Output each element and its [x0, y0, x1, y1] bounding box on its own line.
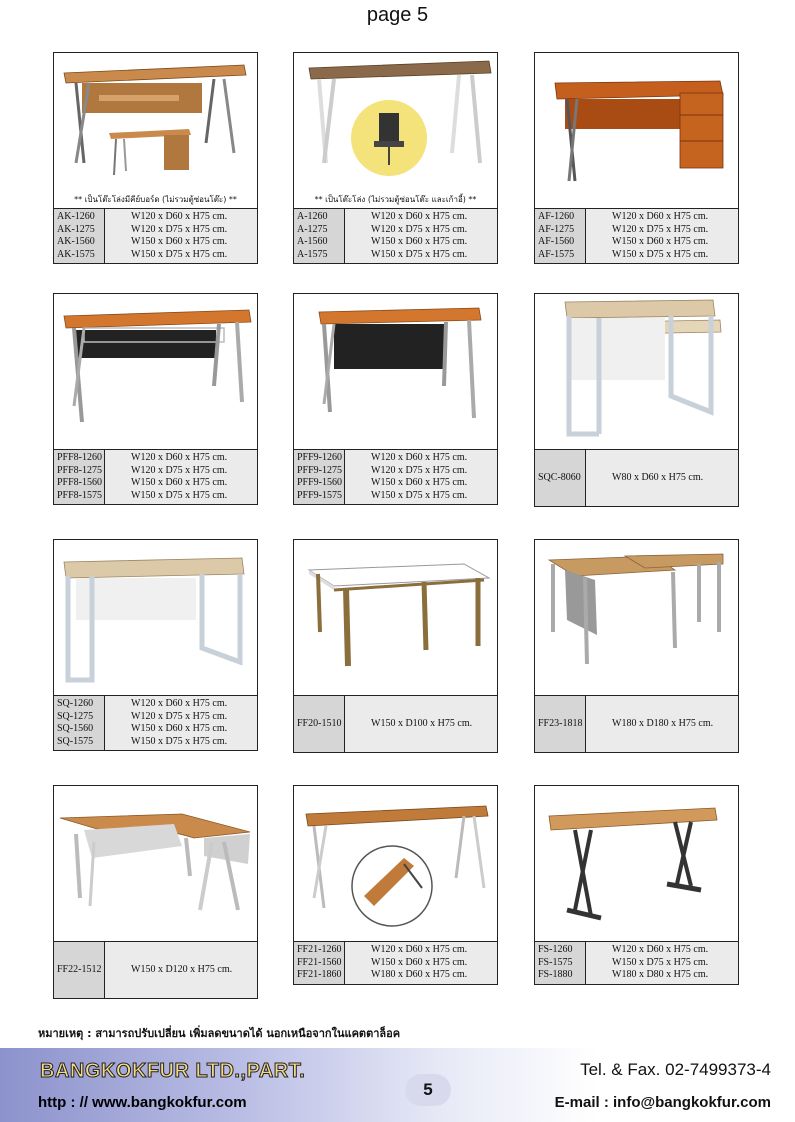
model-code: A-1260	[297, 211, 328, 222]
dimension: W150 x D60 x H75 cm.	[371, 956, 468, 968]
model-codes	[294, 450, 344, 504]
model-code: AF-1275	[538, 223, 575, 235]
dimensions	[104, 696, 257, 750]
model-code: FF21-1260	[297, 944, 342, 955]
dimension: W150 x D75 x H75 cm.	[612, 956, 709, 968]
dimensions	[585, 450, 738, 506]
product-image-ff21	[294, 786, 497, 941]
model-codes	[294, 942, 344, 984]
model-code: FF20-1510	[297, 717, 342, 729]
model-codes	[535, 450, 585, 506]
dimension: W120 x D60 x H75 cm.	[612, 944, 709, 955]
product-image-ff20	[294, 540, 497, 695]
dimension: W120 x D75 x H75 cm.	[131, 710, 228, 722]
phone-fax: Tel. & Fax. 02-7499373-4	[580, 1060, 771, 1079]
model-codes	[294, 696, 344, 752]
dimension: W150 x D60 x H75 cm.	[371, 477, 468, 488]
dimension: W180 x D80 x H75 cm.	[612, 969, 709, 980]
model-code: PFF9-1260	[297, 452, 343, 463]
product-card-fs	[534, 785, 739, 985]
dimension: W120 x D75 x H75 cm.	[131, 223, 228, 235]
model-code: PFF9-1575	[297, 489, 343, 501]
footnote: หมายเหตุ : สามารถปรับเปลี่ยน เพิ่มลดขนาดได้ นอกเหนือจากในแคตตาล็อค	[38, 1027, 401, 1040]
model-code: AK-1275	[57, 223, 95, 235]
dimension: W120 x D75 x H75 cm.	[371, 223, 468, 235]
dimension: W180 x D60 x H75 cm.	[371, 969, 468, 980]
dimension: W150 x D75 x H75 cm.	[612, 248, 709, 260]
dimensions	[585, 942, 738, 984]
model-code: A-1275	[297, 223, 328, 235]
spec-table	[535, 208, 738, 263]
product-card-ff23	[534, 539, 739, 753]
dimension: W150 x D60 x H75 cm.	[612, 236, 709, 247]
model-code: AK-1575	[57, 248, 95, 260]
model-codes	[535, 209, 585, 263]
dimensions	[104, 450, 257, 504]
model-codes	[54, 942, 104, 998]
spec-table	[294, 941, 497, 984]
model-code: A-1575	[297, 248, 328, 260]
dimension: W120 x D60 x H75 cm.	[612, 211, 709, 222]
model-codes	[54, 696, 104, 750]
model-code: PFF9-1275	[297, 464, 343, 476]
product-image-pff9	[294, 294, 497, 449]
dimensions	[344, 450, 497, 504]
product-card-pff9	[293, 293, 498, 505]
model-code: AK-1560	[57, 236, 95, 247]
spec-table	[535, 941, 738, 984]
dimension: W150 x D60 x H75 cm.	[371, 236, 468, 247]
dimension: W150 x D60 x H75 cm.	[131, 477, 228, 488]
dimensions	[585, 209, 738, 263]
page-number: 5	[405, 1074, 451, 1106]
dimensions	[585, 696, 738, 752]
product-card-sqc	[534, 293, 739, 507]
spec-table	[294, 208, 497, 263]
model-code: AK-1260	[57, 211, 95, 222]
model-codes	[535, 696, 585, 752]
dimension: W150 x D100 x H75 cm.	[371, 717, 473, 729]
model-code: FF21-1560	[297, 956, 342, 968]
spec-table	[54, 941, 257, 998]
model-code: AF-1560	[538, 236, 575, 247]
model-code: FF21-1860	[297, 969, 342, 980]
dimensions	[344, 942, 497, 984]
model-code: AF-1260	[538, 211, 575, 222]
dimension: W120 x D60 x H75 cm.	[131, 452, 228, 463]
dimension: W120 x D60 x H75 cm.	[371, 452, 468, 463]
spec-table	[294, 449, 497, 504]
spec-table	[535, 449, 738, 506]
product-card-ff20	[293, 539, 498, 753]
model-code: FF23-1818	[538, 717, 583, 729]
dimension: W120 x D60 x H75 cm.	[371, 211, 468, 222]
dimension: W150 x D60 x H75 cm.	[131, 723, 228, 734]
product-image-ak	[54, 53, 257, 208]
dimension: W150 x D75 x H75 cm.	[371, 248, 468, 260]
model-code: PFF9-1560	[297, 477, 343, 488]
model-codes	[54, 450, 104, 504]
company-name: BANGKOKFUR LTD.,PART.	[40, 1060, 306, 1082]
model-code: FS-1880	[538, 969, 573, 980]
model-code: AF-1575	[538, 248, 575, 260]
page-title: page 5	[366, 4, 429, 26]
product-image-sq	[54, 540, 257, 695]
spec-table	[294, 695, 497, 752]
model-code: SQ-1560	[57, 723, 94, 734]
product-note: ** เป็นโต๊ะโล่งมีคีย์บอร์ด (ไม่รวมตู้ซ่อนโต๊ะ) **	[74, 195, 237, 204]
product-note: ** เป็นโต๊ะโล่ง (ไม่รวมตู้ซ่อนโต๊ะ และเก้าอี้) **	[314, 195, 477, 204]
model-codes	[294, 209, 344, 263]
product-card-pff8	[53, 293, 258, 505]
dimensions	[344, 696, 497, 752]
dimension: W150 x D75 x H75 cm.	[371, 489, 468, 501]
model-codes	[535, 942, 585, 984]
model-code: SQC-8060	[538, 471, 581, 483]
product-card-ff21	[293, 785, 498, 985]
model-code: PFF8-1575	[57, 489, 103, 501]
product-image-sqc	[535, 294, 738, 449]
product-image-fs	[535, 786, 738, 941]
product-card-ff22	[53, 785, 258, 999]
dimension: W150 x D75 x H75 cm.	[131, 248, 228, 260]
dimensions	[104, 209, 257, 263]
model-code: A-1560	[297, 236, 328, 247]
model-code: SQ-1275	[57, 710, 94, 722]
dimension: W150 x D60 x H75 cm.	[131, 236, 228, 247]
product-image-ff23	[535, 540, 738, 695]
dimension: W180 x D180 x H75 cm.	[612, 717, 714, 729]
model-code: SQ-1260	[57, 698, 94, 709]
dimension: W120 x D60 x H75 cm.	[131, 211, 228, 222]
dimension: W120 x D60 x H75 cm.	[131, 698, 228, 709]
dimension: W80 x D60 x H75 cm.	[612, 471, 704, 483]
product-image-af	[535, 53, 738, 208]
dimension: W120 x D60 x H75 cm.	[371, 944, 468, 955]
model-code: FS-1260	[538, 944, 573, 955]
footer	[0, 1048, 795, 1122]
website-link[interactable]: http : // www.bangkokfur.com	[38, 1094, 247, 1111]
product-card-a	[293, 52, 498, 264]
product-card-af	[534, 52, 739, 264]
spec-table	[535, 695, 738, 752]
spec-table	[54, 208, 257, 263]
model-code: PFF8-1275	[57, 464, 103, 476]
dimension: W120 x D75 x H75 cm.	[612, 223, 709, 235]
spec-table	[54, 449, 257, 504]
model-code: PFF8-1260	[57, 452, 103, 463]
dimensions	[344, 209, 497, 263]
product-card-sq	[53, 539, 258, 751]
model-code: FS-1575	[538, 956, 573, 968]
spec-table	[54, 695, 257, 750]
dimension: W120 x D75 x H75 cm.	[371, 464, 468, 476]
model-code: FF22-1512	[57, 963, 102, 975]
product-card-ak	[53, 52, 258, 264]
email-link[interactable]: E-mail : info@bangkokfur.com	[554, 1094, 771, 1111]
model-code: SQ-1575	[57, 735, 94, 747]
model-codes	[54, 209, 104, 263]
product-image-ff22	[54, 786, 257, 941]
dimension: W150 x D120 x H75 cm.	[131, 963, 233, 975]
product-image-pff8	[54, 294, 257, 449]
dimensions	[104, 942, 257, 998]
product-image-a	[294, 53, 497, 208]
dimension: W150 x D75 x H75 cm.	[131, 735, 228, 747]
model-code: PFF8-1560	[57, 477, 103, 488]
dimension: W120 x D75 x H75 cm.	[131, 464, 228, 476]
dimension: W150 x D75 x H75 cm.	[131, 489, 228, 501]
